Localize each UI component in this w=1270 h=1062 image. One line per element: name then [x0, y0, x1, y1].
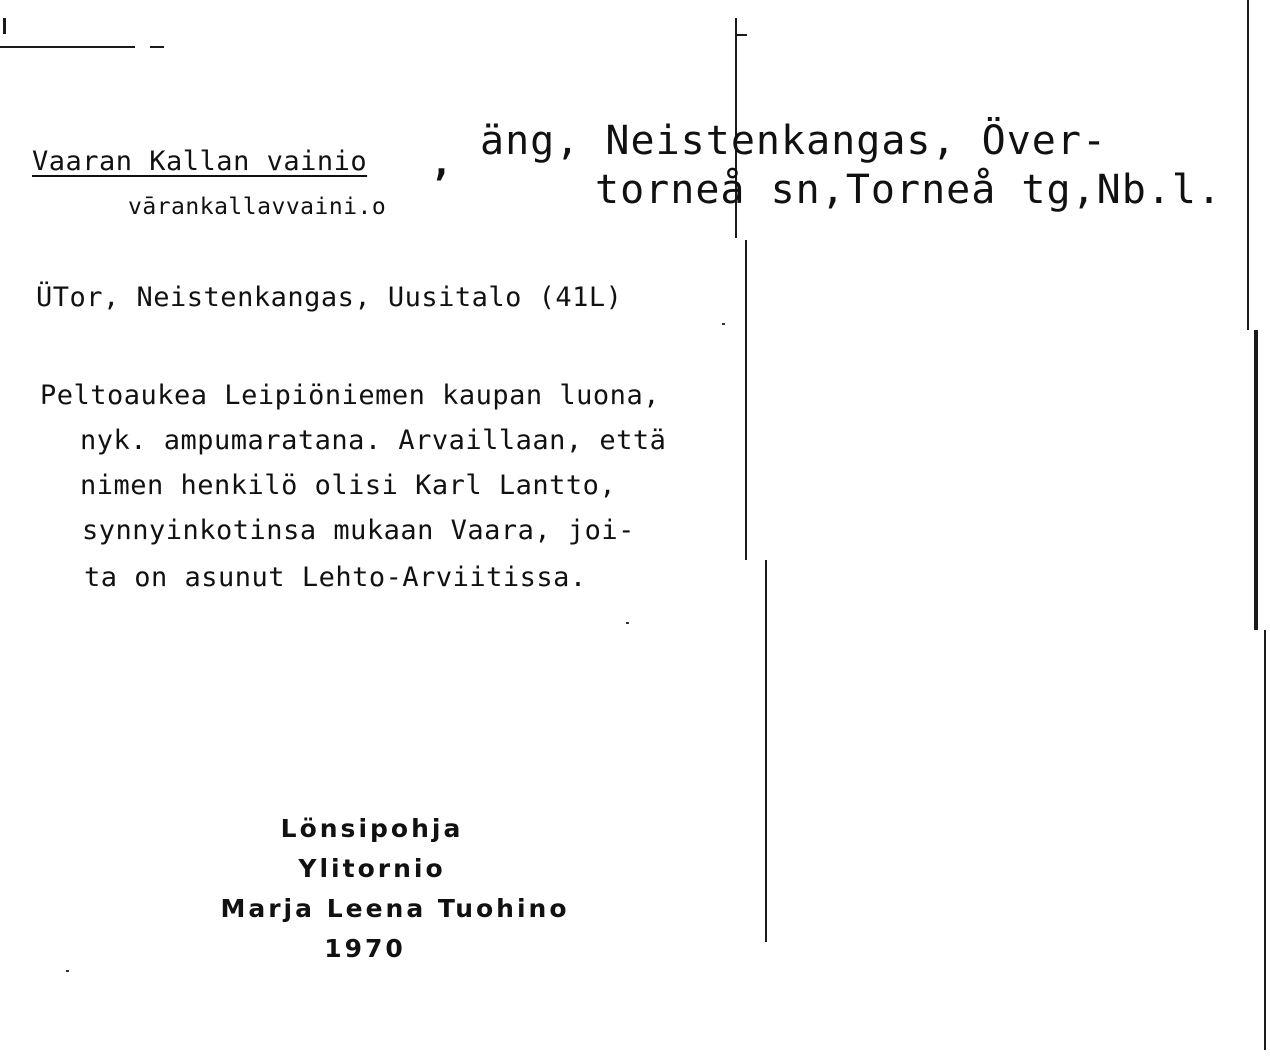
- phonetic-transcription: vārankallavvaini.o: [128, 194, 387, 220]
- location-line-1: äng, Neistenkangas, Över-: [480, 118, 1108, 164]
- top-left-tick: [3, 18, 6, 34]
- source-reference: ÜTor, Neistenkangas, Uusitalo (41L): [36, 282, 623, 313]
- description-line: nimen henkilö olisi Karl Lantto,: [80, 470, 617, 501]
- scan-speck: [626, 622, 629, 624]
- right-edge-line: [1247, 0, 1249, 330]
- location-line-2: torneå sn,Torneå tg,Nb.l.: [595, 167, 1223, 213]
- headword-separator: ,: [430, 140, 454, 184]
- right-edge-line-thick: [1254, 330, 1258, 630]
- footer-region: Lönsipohja: [280, 814, 464, 843]
- footer-parish: Ylitornio: [298, 854, 446, 883]
- top-left-rule: [0, 46, 135, 48]
- footer-collector: Marja Leena Tuohino: [220, 894, 570, 923]
- scan-speck: [722, 323, 725, 325]
- center-divider-line-lower: [745, 240, 747, 560]
- headword: Vaaran Kallan vainio: [32, 146, 368, 177]
- scan-speck: [66, 970, 69, 972]
- description-line: synnyinkotinsa mukaan Vaara, joi-: [82, 515, 635, 546]
- description-line: Peltoaukea Leipiöniemen kaupan luona,: [40, 380, 660, 411]
- footer-year: 1970: [324, 934, 406, 963]
- center-divider-line-bottom: [765, 560, 767, 942]
- right-edge-line-lower: [1264, 630, 1266, 1050]
- description-line: ta on asunut Lehto-Arviitissa.: [84, 562, 587, 593]
- center-divider-tick: [737, 34, 747, 36]
- top-left-rule-dash: [150, 46, 164, 48]
- description-line: nyk. ampumaratana. Arvaillaan, että: [80, 425, 667, 456]
